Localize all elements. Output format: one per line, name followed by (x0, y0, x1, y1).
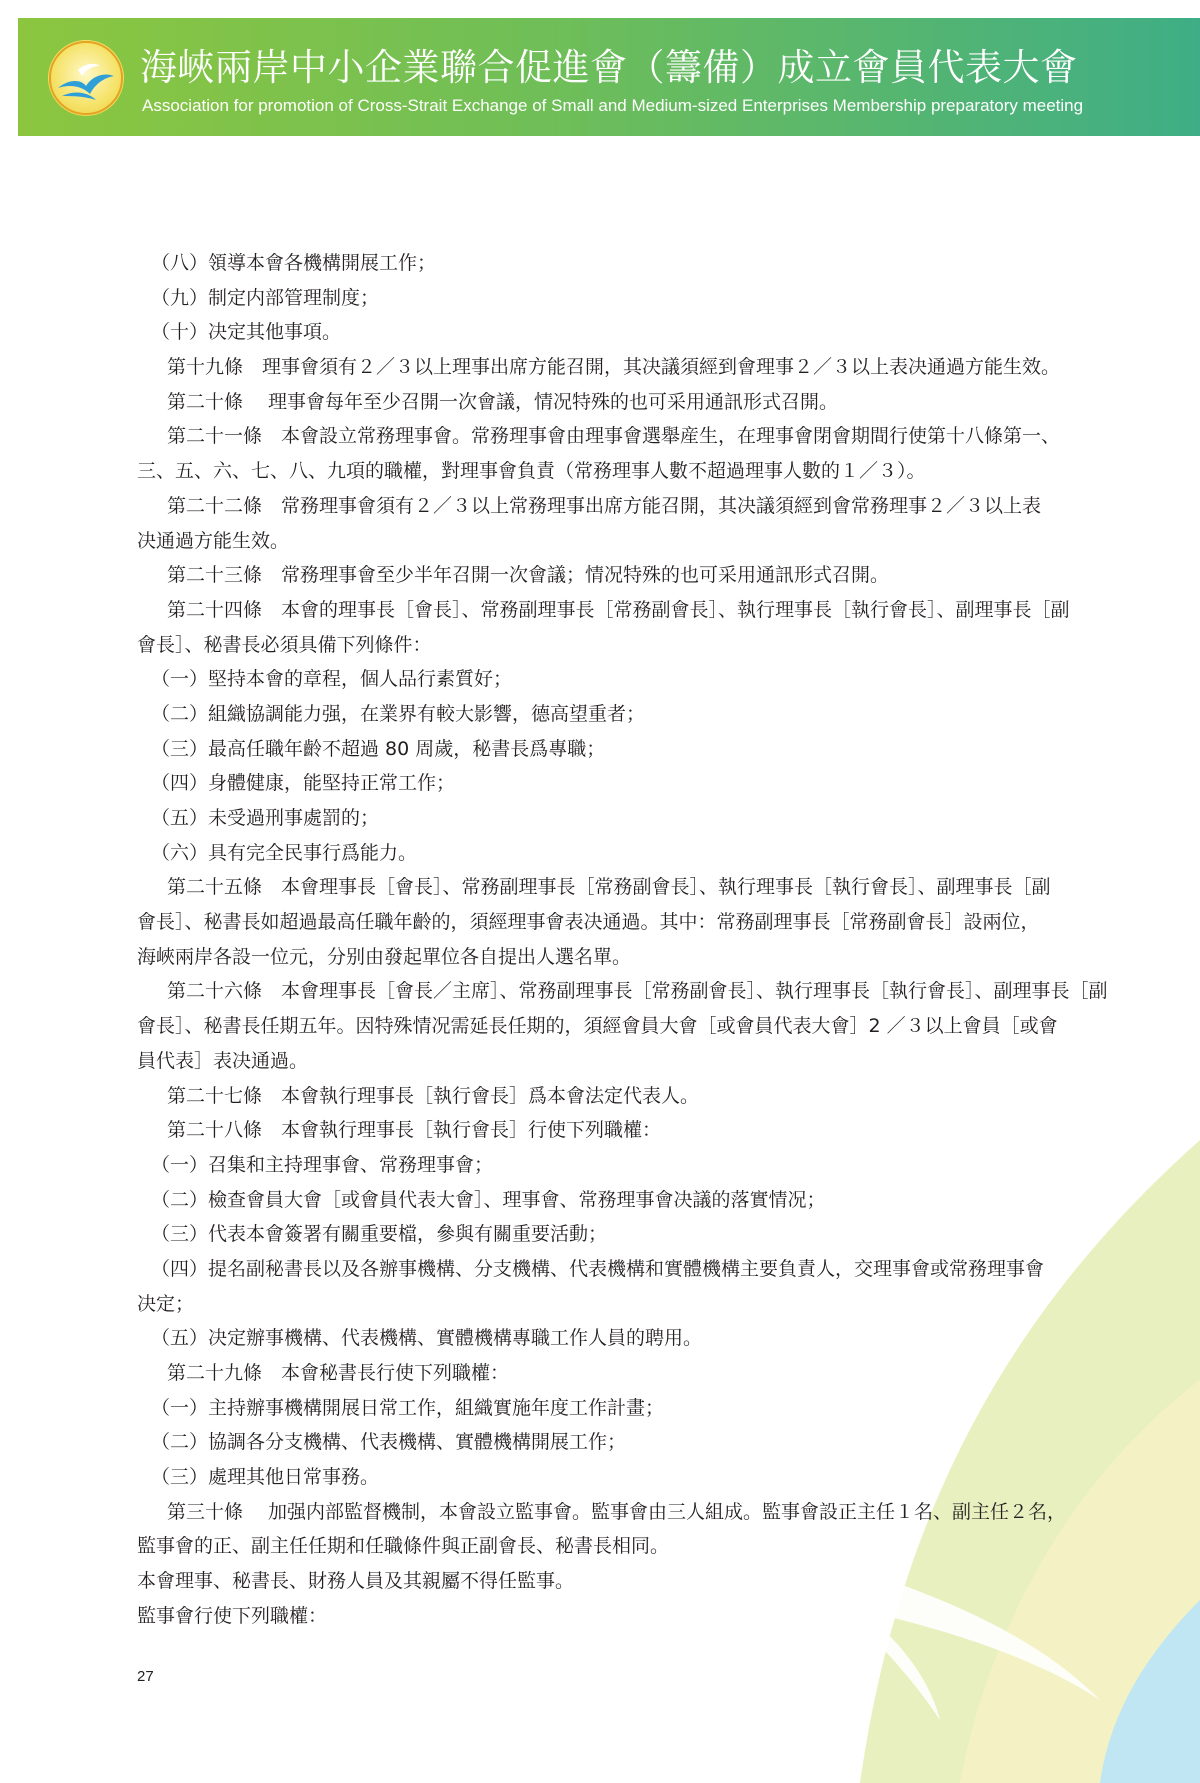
list-item-line: （三）最高任職年齡不超過 80 周歲，秘書長爲專職； (151, 737, 606, 760)
continuation-line: 三、五、六、七、八、九項的職權，對理事會負責（常務理事人數不超過理事人數的１／３）。 (137, 460, 926, 483)
article-line: 第十九條 理事會須有２／３以上理事出席方能召開，其决議須經到會理事２／３以上表决通過方能生效。 (167, 356, 1061, 379)
article-line: 第二十條 理事會每年至少召開一次會議，情况特殊的也可采用通訊形式召開。 (167, 390, 839, 413)
list-item-line: （三）代表本會簽署有關重要檔，參與有關重要活動； (151, 1223, 608, 1246)
continuation-line: 海峽兩岸各設一位元，分别由發起單位各自提出人選名單。 (137, 945, 632, 968)
list-item-line: （五）未受過刑事處罰的； (151, 807, 380, 829)
article-line: 第三十條 加强内部監督機制，本會設立監事會。監事會由三人組成。監事會設正主任１名、副主任２名， (167, 1500, 1067, 1523)
list-item-line: （八）領導本會各機構開展工作； (151, 252, 437, 274)
article-line: 第二十七條 本會執行理事長［執行會長］爲本會法定代表人。 (167, 1084, 700, 1107)
article-line: 第二十二條 常務理事會須有２／３以上常務理事出席方能召開，其决議須經到會常務理事２／３以上表 (167, 494, 1042, 517)
continuation-line: 本會理事、秘書長、財務人員及其親屬不得任監事。 (137, 1570, 575, 1593)
list-item-line: （一）召集和主持理事會、常務理事會； (151, 1153, 494, 1176)
association-logo (48, 40, 124, 116)
continuation-line: 會長］、秘書長任期五年。因特殊情况需延長任期的，須經會員大會［或會員代表大會］2 ／３以上會員［或會 (137, 1015, 1058, 1038)
article-line: 第二十一條 本會設立常務理事會。常務理事會由理事會選舉産生，在理事會閉會期間行使第十八條第一、 (167, 425, 1061, 448)
list-item-line: （三）處理其他日常事務。 (151, 1466, 380, 1489)
article-line: 第二十四條 本會的理事長［會長］、常務副理事長［常務副會長］、執行理事長［執行會長］、副理事長［副 (167, 598, 1070, 621)
header-title: 海峽兩岸中小企業聯合促進會（籌備）成立會員代表大會 (140, 46, 1078, 89)
article-line: 第二十八條 本會執行理事長［執行會長］行使下列職權： (167, 1119, 662, 1142)
list-item-line: （四）提名副秘書長以及各辦事機構、分支機構、代表機構和實體機構主要負責人，交理事會或常務理事會 (151, 1257, 1045, 1280)
list-item-line: （一）主持辦事機構開展日常工作，組織實施年度工作計畫； (151, 1396, 665, 1419)
article-line: 第二十三條 常務理事會至少半年召開一次會議；情况特殊的也可采用通訊形式召開。 (167, 564, 890, 587)
list-item-line: （九）制定内部管理制度； (151, 286, 380, 309)
continuation-line: 監事會的正、副主任任期和任職條件與正副會長、秘書長相同。 (137, 1535, 670, 1558)
article-line: 第二十六條 本會理事長［會長／主席］、常務副理事長［常務副會長］、執行理事長［執行會長］、副理事長［副 (167, 980, 1108, 1003)
list-item-line: （二）協調各分支機構、代表機構、實體機構開展工作； (151, 1431, 627, 1454)
continuation-line: 員代表］表决通過。 (137, 1049, 309, 1072)
continuation-line: 决通過方能生效。 (137, 529, 290, 552)
list-item-line: （二）組織協調能力强，在業界有較大影響，德高望重者； (151, 702, 646, 725)
list-item-line: （十）决定其他事項。 (151, 321, 342, 344)
continuation-line: 决定； (137, 1292, 195, 1315)
list-item-line: （二）檢查會員大會［或會員代表大會］、理事會、常務理事會决議的落實情况； (151, 1188, 826, 1211)
list-item-line: （四）身體健康，能堅持正常工作； (151, 772, 456, 795)
list-item-line: （一）堅持本會的章程，個人品行素質好； (151, 668, 513, 691)
document-body (137, 246, 1137, 1634)
article-line: 第二十九條 本會秘書長行使下列職權： (167, 1362, 510, 1384)
continuation-line: 會長］、秘書長如超過最高任職年齡的，須經理事會表决通過。其中：常務副理事長［常務副會長］設兩位， (137, 911, 1040, 934)
continuation-line: 監事會行使下列職權： (137, 1604, 328, 1627)
list-item-line: （五）决定辦事機構、代表機構、實體機構專職工作人員的聘用。 (151, 1327, 703, 1350)
article-line: 第二十五條 本會理事長［會長］、常務副理事長［常務副會長］、執行理事長［執行會長］、副理事長［副 (167, 876, 1051, 899)
continuation-line: 會長］、秘書長必須具備下列條件： (137, 633, 432, 656)
list-item-line: （六）具有完全民事行爲能力。 (151, 841, 418, 864)
page-number: 27 (137, 1668, 154, 1685)
header-band (18, 18, 1200, 136)
header-subtitle: Association for promotion of Cross-Strait Exchange of Small and Medium-sized Enterprises Membership preparatory meeting (142, 96, 1084, 115)
